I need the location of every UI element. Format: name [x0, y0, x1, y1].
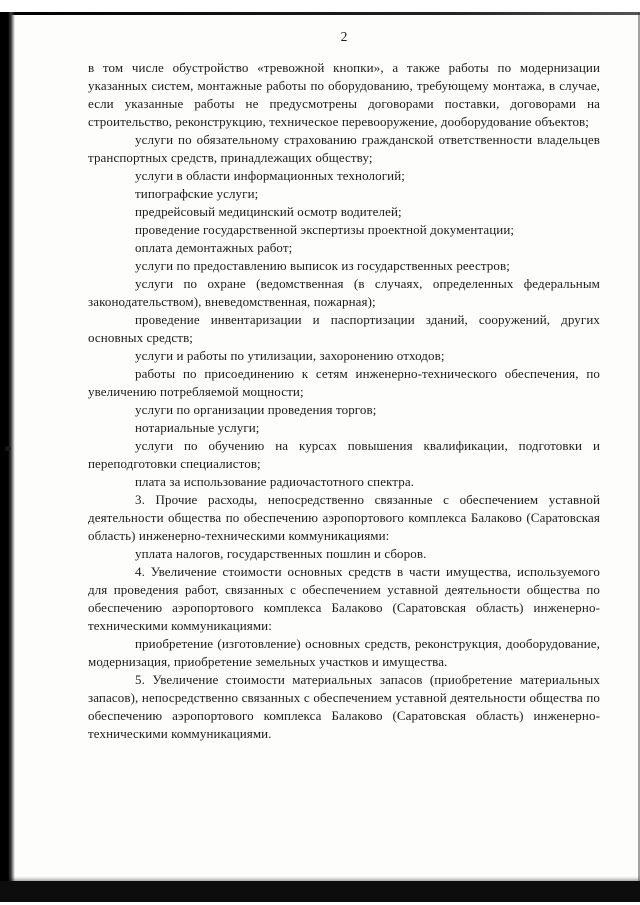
paragraph: проведение государственной экспертизы проектной документации;: [135, 222, 515, 237]
scan-margin-top: [0, 0, 640, 12]
paragraph: проведение инвентаризации и паспортизации зданий, сооружений, других основных средств;: [88, 312, 600, 345]
paragraph: приобретение (изготовление) основных средств, реконструкция, дооборудование, модернизация, приобретение земельных участков и имущества.: [88, 636, 600, 669]
paragraph: типографские услуги;: [135, 186, 259, 201]
paragraph: услуги по обучению на курсах повышения квалификации, подготовки и переподготовки специалистов;: [88, 438, 600, 471]
paragraph: оплата демонтажных работ;: [135, 240, 293, 255]
paragraph: услуги и работы по утилизации, захоронению отходов;: [135, 348, 445, 363]
paragraph: плата за использование радиочастотного спектра.: [135, 474, 415, 489]
scan-edge-left: [0, 12, 15, 905]
paragraph: услуги по предоставлению выписок из государственных реестров;: [135, 258, 510, 273]
paragraph: предрейсовый медицинский осмотр водителей;: [135, 204, 402, 219]
paragraph: нотариальные услуги;: [135, 420, 260, 435]
paragraph: услуги по организации проведения торгов;: [135, 402, 377, 417]
scan-edge-top: [0, 12, 640, 15]
scan-edge-bottom: [0, 881, 640, 902]
paragraph: услуги в области информационных технологий;: [135, 168, 405, 183]
paragraph: в том числе обустройство «тревожной кнопки», а также работы по модернизации указанных систем, монтажные работы по оборудованию, требующему монтажа, в случае, если указанные работы не предусмотрены договорами поставки, договорами на строительство, реконструкцию, техническое перевооружение, дооборудование объектов;: [88, 60, 600, 129]
paragraph: услуги по обязательному страхованию гражданской ответственности владельцев транспортных средств, принадлежащих обществу;: [88, 132, 600, 165]
paragraph: уплата налогов, государственных пошлин и сборов.: [135, 546, 427, 561]
scan-speck: [5, 446, 11, 451]
paragraph: 3. Прочие расходы, непосредственно связанные с обеспечением уставной деятельности общества по обеспечению аэропортового комплекса Балаково (Саратовская область) инженерно-техническими коммуникациями:: [88, 492, 600, 543]
page-number: 2: [340, 29, 348, 44]
paragraph: работы по присоединению к сетям инженерно-технического обеспечения, по увеличению потребляемой мощности;: [88, 366, 600, 399]
document-body: [88, 59, 600, 743]
paragraph: услуги по охране (ведомственная (в случаях, определенных федеральным законодательством), вневедомственная, пожарная);: [88, 276, 600, 309]
paragraph: 4. Увеличение стоимости основных средств в части имущества, используемого для проведения работ, связанных с обеспечением уставной деятельности общества по обеспечению аэропортового комплекса Балаково (Саратовская область) инженерно-техническими коммуникациями:: [88, 564, 600, 633]
paragraph: 5. Увеличение стоимости материальных запасов (приобретение материальных запасов), непосредственно связанных с обеспечением уставной деятельности общества по обеспечению аэропортового комплекса Балаково (Саратовская область) инженерно-техническими коммуникациями.: [88, 672, 600, 741]
